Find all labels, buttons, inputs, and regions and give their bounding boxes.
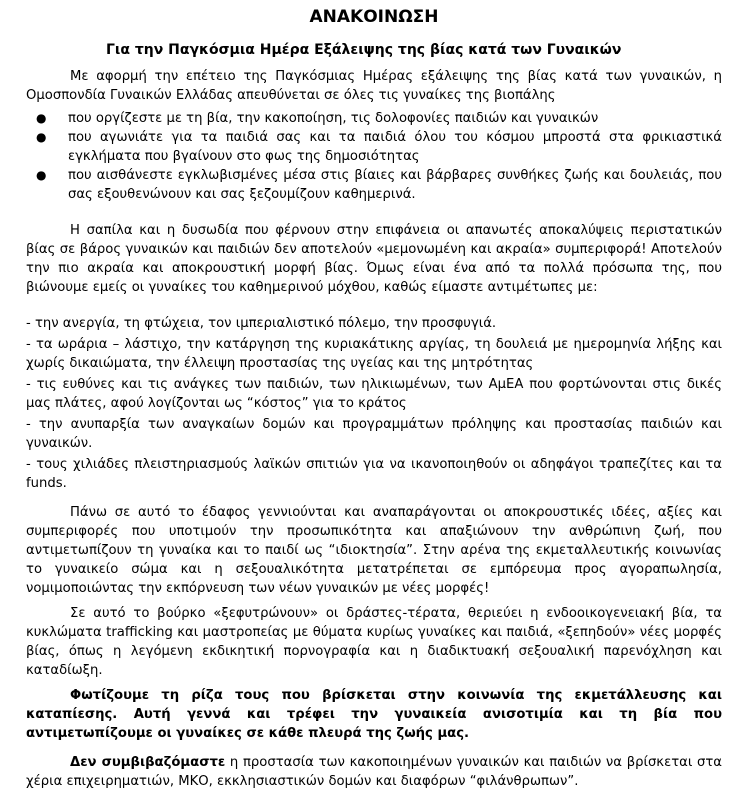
bullet-icon: ●	[36, 168, 47, 182]
intro-paragraph: Με αφορμή την επέτειο της Παγκόσμιας Ημέρας εξάλειψης της βίας κατά των γυναικών, η Ομοσπονδία Γυναικών Ελλάδας απευθύνεται σε όλες τις γυναίκες της βιοπάλης	[26, 69, 722, 103]
bullet-icon: ●	[36, 111, 47, 125]
paragraph-6	[26, 753, 722, 791]
paragraph-4: Σε αυτό το βούρκο «ξεφυτρώνουν» οι δράστες-τέρατα, θεριεύει η ενδοοικογενειακή βία, τα κυκλώματα trafficking και μαστροπείας με θύματα κυρίως γυναίκες και παιδιά, «ξεπηδούν» νέες μορφές βίας, όπως η λεγόμενη εκδικητική πορνογραφία και η διαδικτυακή σεξουαλική παρενόχληση και καταδίωξη.	[26, 606, 722, 678]
bullet-list	[26, 109, 722, 204]
list-item: ● που οργίζεστε με τη βία, την κακοποίηση, τις δολοφονίες παιδιών και γυναικών	[36, 111, 599, 126]
list-item: ● που αγωνιάτε για τα παιδιά σας και τα παιδιά όλου του κόσμου μπροστά στα φρικιαστικά εγκλήματα που βγαίνουν στο φως της δημοσιότητας	[36, 130, 722, 164]
paragraph-2: Η σαπίλα και η δυσωδία που φέρνουν στην επιφάνεια οι απανωτές αποκαλύψεις περιστατικών βίας σε βάρος γυναικών και παιδιών δεν αποτελούν «μεμονωμένη και ακραία» συμπεριφορά! Αποτελούν την πιο ακραία και αποκρουστική μορφή βίας. Όμως είναι ένα από τα πολλά πρόσωπα της, που βιώνουμε εμείς οι γυναίκες του καθημερινού μόχθου, καθώς είμαστε αντιμέτωπες με:	[26, 223, 722, 295]
dash-item: - την ανεργία, τη φτώχεια, τον ιμπεριαλιστικό πόλεμο, την προσφυγιά.	[26, 316, 497, 331]
dash-item: - την ανυπαρξία των αναγκαίων δομών και προγραμμάτων πρόληψης και προστασίας παιδιών και γυναικών.	[26, 417, 722, 451]
dash-item: - τα ωράρια – λάστιχο, την κατάργηση της κυριακάτικης αργίας, τη δουλειά με ημερομηνία λήξης και χωρίς δικαιώματα, την έλλειψη προστασίας της υγείας και της μητρότητας	[26, 337, 722, 371]
paragraph-3: Πάνω σε αυτό το έδαφος γεννιούνται και αναπαράγονται οι αποκρουστικές ιδέες, αξίες και συμπεριφορές που υποτιμούν την προσωπικότητα και απαξιώνουν την ανθρώπινη ζωή, που αντιμετωπίζουν τη γυναίκα και το παιδί ως “ιδιοκτησία”. Στην αρένα της εκμεταλλευτικής κοινωνίας το γυναικείο σώμα και η σεξουαλικότητα μετατρέπεται σε εμπόρευμα προς αγοραπωλησία, νομιμοποιώντας την εκπόρνευση των νέων γυναικών με νέες μορφές!	[26, 505, 722, 596]
paragraph-5: Φωτίζουμε τη ρίζα τους που βρίσκεται στην κοινωνία της εκμετάλλευσης και καταπίεσης. Αυτή γεννά και τρέφει την γυναικεία ανισοτιμία και τη βία που αντιμετωπίζουμε οι γυναίκες σε κάθε πλευρά της ζωής μας.	[26, 688, 722, 741]
bullet-icon: ●	[36, 130, 47, 144]
list-item: ● που αισθάνεστε εγκλωβισμένες μέσα στις βίαιες και βάρβαρες συνθήκες ζωής και δουλειάς, που σας εξουθενώνουν και σας ξεζουμίζουν καθημερινά.	[36, 168, 722, 202]
document-title: ΑΝΑΚΟΙΝΩΣΗ	[309, 7, 439, 27]
dash-item: - τις ευθύνες και τις ανάγκες των παιδιών, των ηλικιωμένων, των ΑμΕΑ που φορτώνονται στις δικές μας πλάτες, αφού λογίζονται ως “κόστος” για το κράτος	[26, 377, 722, 411]
paragraph-6-lead: Δεν συμβιβαζόμαστε	[70, 755, 226, 770]
document-subtitle: Για την Παγκόσμια Ημέρα Εξάλειψης της βίας κατά των Γυναικών	[106, 42, 622, 58]
paragraph-6-rest: η προστασία των κακοποιημένων γυναικών και παιδιών να βρίσκεται στα χέρια επιχειρηματιών, ΜΚΟ, εκκλησιαστικών δομών και διαφόρων “φιλάνθρωπων”.	[26, 755, 722, 789]
dash-list	[26, 314, 722, 493]
dash-item: - τους χιλιάδες πλειστηριασμούς λαϊκών σπιτιών για να ικανοποιηθούν οι αδηφάγοι τραπεζίτες και τα funds.	[26, 457, 722, 491]
